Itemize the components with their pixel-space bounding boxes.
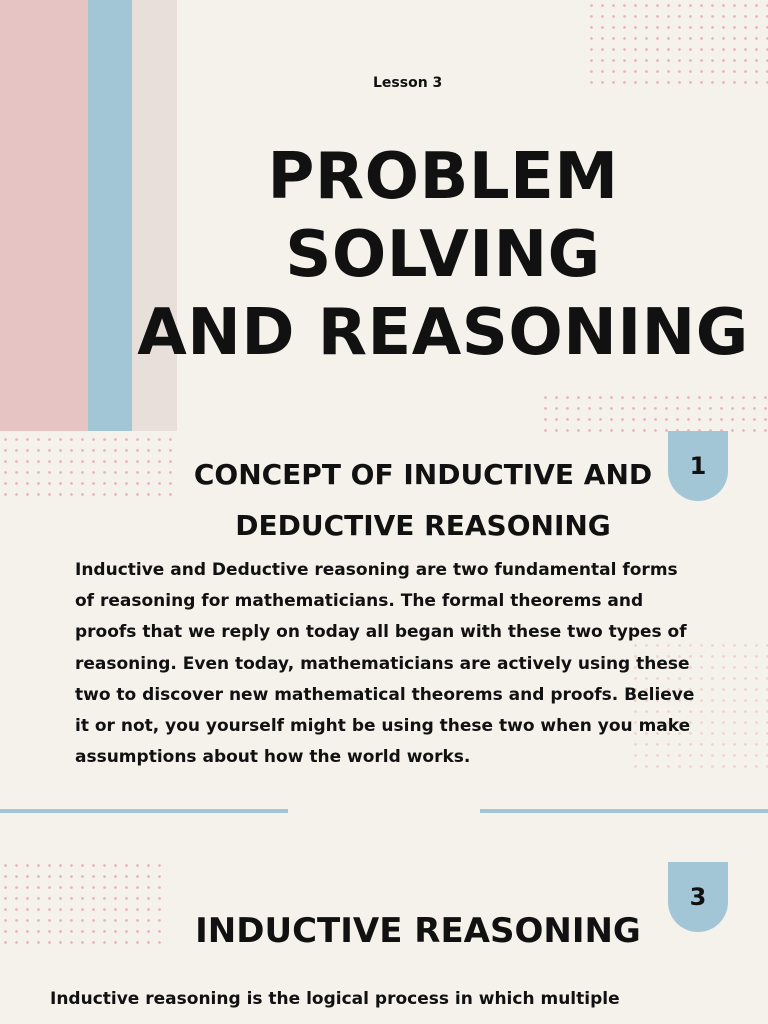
section-paragraph (75, 555, 705, 773)
paragraph-line: reasoning. Even today, mathematicians are actively using these (75, 653, 690, 674)
dot-pattern-middle-right (540, 392, 768, 432)
decorative-stripe-pink (0, 0, 88, 431)
section-number-badge: 1 (668, 431, 728, 501)
paragraph-line: two to discover new mathematical theorems and proofs. Believe (75, 684, 695, 705)
page-title-line: AND REASONING (137, 296, 749, 370)
section-number-badge: 3 (668, 862, 728, 932)
paragraph-line: proofs that we reply on today all began with these two types of (75, 622, 687, 643)
dot-pattern-middle-left (0, 434, 175, 500)
paragraph-line: assumptions about how the world works. (75, 747, 471, 768)
section-heading-line: CONCEPT OF INDUCTIVE AND (193, 458, 653, 491)
paragraph-line: Inductive and Deductive reasoning are two fundamental forms (75, 560, 678, 580)
section-heading-line: DEDUCTIVE REASONING (235, 509, 611, 542)
section-paragraph: Inductive reasoning is the logical process in which multiple (50, 989, 620, 1009)
page-title (118, 138, 768, 372)
lesson-label: Lesson 3 (373, 75, 443, 91)
section-divider-left (0, 809, 288, 813)
section-heading (170, 449, 676, 551)
dot-pattern-bottom-left (0, 860, 165, 950)
paragraph-line: of reasoning for mathematicians. The formal theorems and (75, 591, 644, 612)
section-heading: INDUCTIVE REASONING (195, 911, 641, 951)
page-title-line: PROBLEM SOLVING (267, 140, 619, 292)
section-divider-right (480, 809, 768, 813)
paragraph-line: it or not, you yourself might be using these two when you make (75, 716, 691, 737)
dot-pattern-top-right (586, 0, 768, 86)
